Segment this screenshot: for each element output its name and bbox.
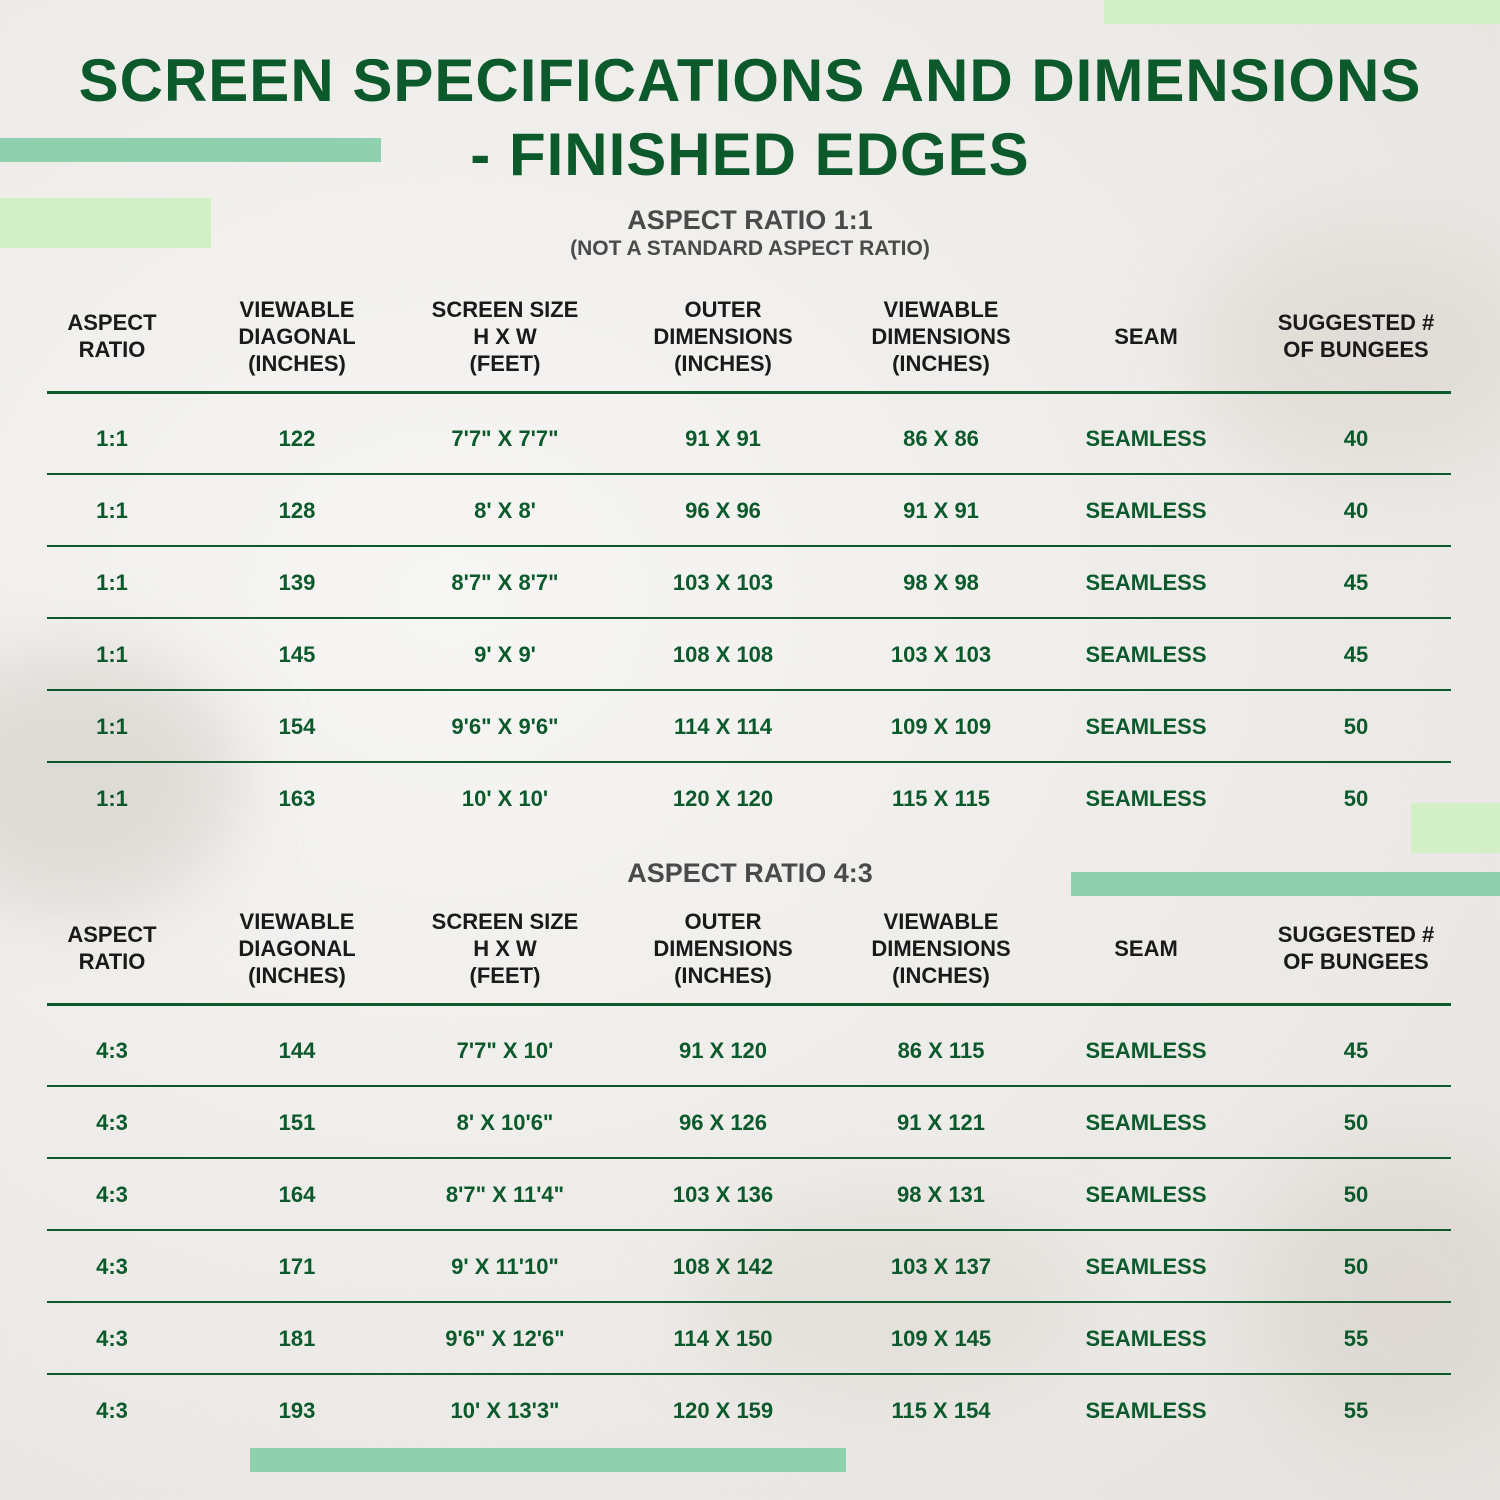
cell-outer-dimensions: 103 X 103 [672,570,774,595]
cell-suggested-bungees: 50 [1343,786,1369,811]
cell-screen-size: 10' X 10' [461,786,549,811]
table-row [47,1375,1451,1447]
cell-suggested-bungees: 55 [1343,1326,1369,1351]
cell-viewable-dimensions: 109 X 109 [890,714,992,739]
cell-aspect-ratio: 4:3 [96,1326,128,1351]
cell-viewable-diagonal: 122 [278,426,316,451]
column-header-outer-dimensions: OUTER DIMENSIONS (INCHES) [653,296,793,376]
accent-bar [1104,0,1500,24]
table-row [47,547,1451,619]
cell-seam: SEAMLESS [1085,570,1207,595]
cell-outer-dimensions: 91 X 91 [685,426,761,451]
cell-viewable-dimensions: 103 X 103 [890,642,992,667]
cell-screen-size: 7'7" X 10' [456,1038,554,1063]
cell-viewable-diagonal: 171 [278,1254,316,1279]
cell-viewable-diagonal: 128 [278,498,316,523]
cell-seam: SEAMLESS [1085,1254,1207,1279]
cell-suggested-bungees: 40 [1343,426,1369,451]
cell-suggested-bungees: 45 [1343,570,1369,595]
cell-screen-size: 7'7" X 7'7" [451,426,559,451]
cell-screen-size: 8'7" X 8'7" [451,570,559,595]
cell-screen-size: 8' X 8' [474,498,536,523]
cell-aspect-ratio: 4:3 [96,1182,128,1207]
cell-outer-dimensions: 114 X 150 [673,1326,773,1351]
column-header-viewable-dimensions: VIEWABLE DIMENSIONS (INCHES) [871,296,1011,376]
cell-viewable-dimensions: 103 X 137 [890,1254,992,1279]
table-row [47,1303,1451,1375]
cell-seam: SEAMLESS [1085,642,1207,667]
table-row [47,475,1451,547]
page-title-line-1: SCREEN SPECIFICATIONS AND DIMENSIONS [78,47,1422,114]
cell-aspect-ratio: 1:1 [96,642,128,667]
cell-aspect-ratio: 1:1 [96,714,128,739]
column-header-viewable-diagonal: VIEWABLE DIAGONAL (INCHES) [238,296,356,376]
cell-outer-dimensions: 103 X 136 [672,1182,774,1207]
cell-viewable-dimensions: 86 X 115 [897,1038,985,1063]
column-header-viewable-diagonal: VIEWABLE DIAGONAL (INCHES) [238,908,356,988]
cell-seam: SEAMLESS [1085,1110,1207,1135]
cell-outer-dimensions: 120 X 159 [672,1398,774,1423]
cell-aspect-ratio: 4:3 [96,1254,128,1279]
cell-viewable-dimensions: 115 X 154 [891,1398,991,1423]
cell-aspect-ratio: 4:3 [96,1110,128,1135]
cell-viewable-diagonal: 139 [278,570,316,595]
cell-seam: SEAMLESS [1085,426,1207,451]
accent-bar [250,1448,846,1472]
cell-outer-dimensions: 120 X 120 [672,786,774,811]
column-header-seam: SEAM [1114,935,1178,961]
cell-suggested-bungees: 50 [1343,714,1369,739]
column-header-aspect-ratio: ASPECT RATIO [67,922,157,974]
section-note: (NOT A STANDARD ASPECT RATIO) [570,237,930,260]
table-row [47,763,1451,835]
cell-outer-dimensions: 91 X 120 [678,1038,768,1063]
cell-viewable-diagonal: 164 [278,1182,316,1207]
cell-aspect-ratio: 4:3 [96,1398,128,1423]
cell-seam: SEAMLESS [1085,1398,1207,1423]
cell-screen-size: 9' X 9' [474,642,536,667]
cell-aspect-ratio: 1:1 [96,426,128,451]
cell-viewable-diagonal: 151 [278,1110,316,1135]
cell-aspect-ratio: 1:1 [96,786,128,811]
table-row [47,1159,1451,1231]
table-row [47,1231,1451,1303]
cell-screen-size: 10' X 13'3" [450,1398,560,1423]
cell-outer-dimensions: 108 X 142 [672,1254,774,1279]
cell-aspect-ratio: 4:3 [96,1038,128,1063]
cell-screen-size: 9'6" X 9'6" [451,714,559,739]
column-header-suggested-bungees: SUGGESTED # OF BUNGEES [1277,922,1435,974]
cell-suggested-bungees: 55 [1343,1398,1369,1423]
column-header-screen-size: SCREEN SIZE H X W (FEET) [431,296,579,376]
table-row [47,1087,1451,1159]
section-heading: ASPECT RATIO 1:1 [627,205,873,235]
column-header-seam: SEAM [1114,323,1178,349]
table-header [47,892,1451,1004]
cell-aspect-ratio: 1:1 [96,498,128,523]
cell-viewable-diagonal: 144 [278,1038,316,1063]
cell-seam: SEAMLESS [1085,1182,1207,1207]
cell-suggested-bungees: 50 [1343,1254,1369,1279]
column-header-aspect-ratio: ASPECT RATIO [67,310,157,362]
column-header-suggested-bungees: SUGGESTED # OF BUNGEES [1277,310,1435,362]
cell-viewable-dimensions: 98 X 131 [896,1182,986,1207]
table-row [47,691,1451,763]
cell-suggested-bungees: 45 [1343,1038,1369,1063]
table-row [47,403,1451,475]
cell-outer-dimensions: 96 X 96 [685,498,761,523]
cell-outer-dimensions: 108 X 108 [672,642,774,667]
cell-viewable-diagonal: 193 [278,1398,316,1423]
cell-screen-size: 9'6" X 12'6" [445,1326,565,1351]
column-header-screen-size: SCREEN SIZE H X W (FEET) [431,908,579,988]
page-title-line-2: - FINISHED EDGES [470,121,1030,188]
cell-viewable-dimensions: 98 X 98 [903,570,979,595]
cell-viewable-diagonal: 181 [278,1326,316,1351]
cell-seam: SEAMLESS [1085,786,1207,811]
spec-table-4-3 [47,892,1451,1442]
column-header-viewable-dimensions: VIEWABLE DIMENSIONS (INCHES) [871,908,1011,988]
spec-table-1-1 [47,280,1451,830]
cell-viewable-diagonal: 154 [278,714,316,739]
cell-viewable-diagonal: 145 [278,642,316,667]
cell-seam: SEAMLESS [1085,1038,1207,1063]
table-row [47,619,1451,691]
cell-suggested-bungees: 50 [1343,1182,1369,1207]
header-divider [47,391,1451,394]
cell-viewable-dimensions: 109 X 145 [890,1326,992,1351]
cell-screen-size: 8'7" X 11'4" [445,1182,565,1207]
column-header-outer-dimensions: OUTER DIMENSIONS (INCHES) [653,908,793,988]
cell-viewable-dimensions: 91 X 121 [896,1110,986,1135]
header-divider [47,1003,1451,1006]
cell-suggested-bungees: 40 [1343,498,1369,523]
cell-screen-size: 9' X 11'10" [451,1254,559,1279]
cell-outer-dimensions: 114 X 114 [674,714,772,739]
cell-viewable-diagonal: 163 [278,786,316,811]
cell-viewable-dimensions: 86 X 86 [903,426,979,451]
cell-viewable-dimensions: 91 X 91 [903,498,979,523]
cell-viewable-dimensions: 115 X 115 [892,786,990,811]
cell-seam: SEAMLESS [1085,498,1207,523]
cell-aspect-ratio: 1:1 [96,570,128,595]
cell-seam: SEAMLESS [1085,1326,1207,1351]
cell-screen-size: 8' X 10'6" [456,1110,554,1135]
table-header [47,280,1451,392]
cell-suggested-bungees: 45 [1343,642,1369,667]
cell-suggested-bungees: 50 [1343,1110,1369,1135]
table-row [47,1015,1451,1087]
cell-seam: SEAMLESS [1085,714,1207,739]
cell-outer-dimensions: 96 X 126 [678,1110,768,1135]
section-heading: ASPECT RATIO 4:3 [627,858,873,888]
